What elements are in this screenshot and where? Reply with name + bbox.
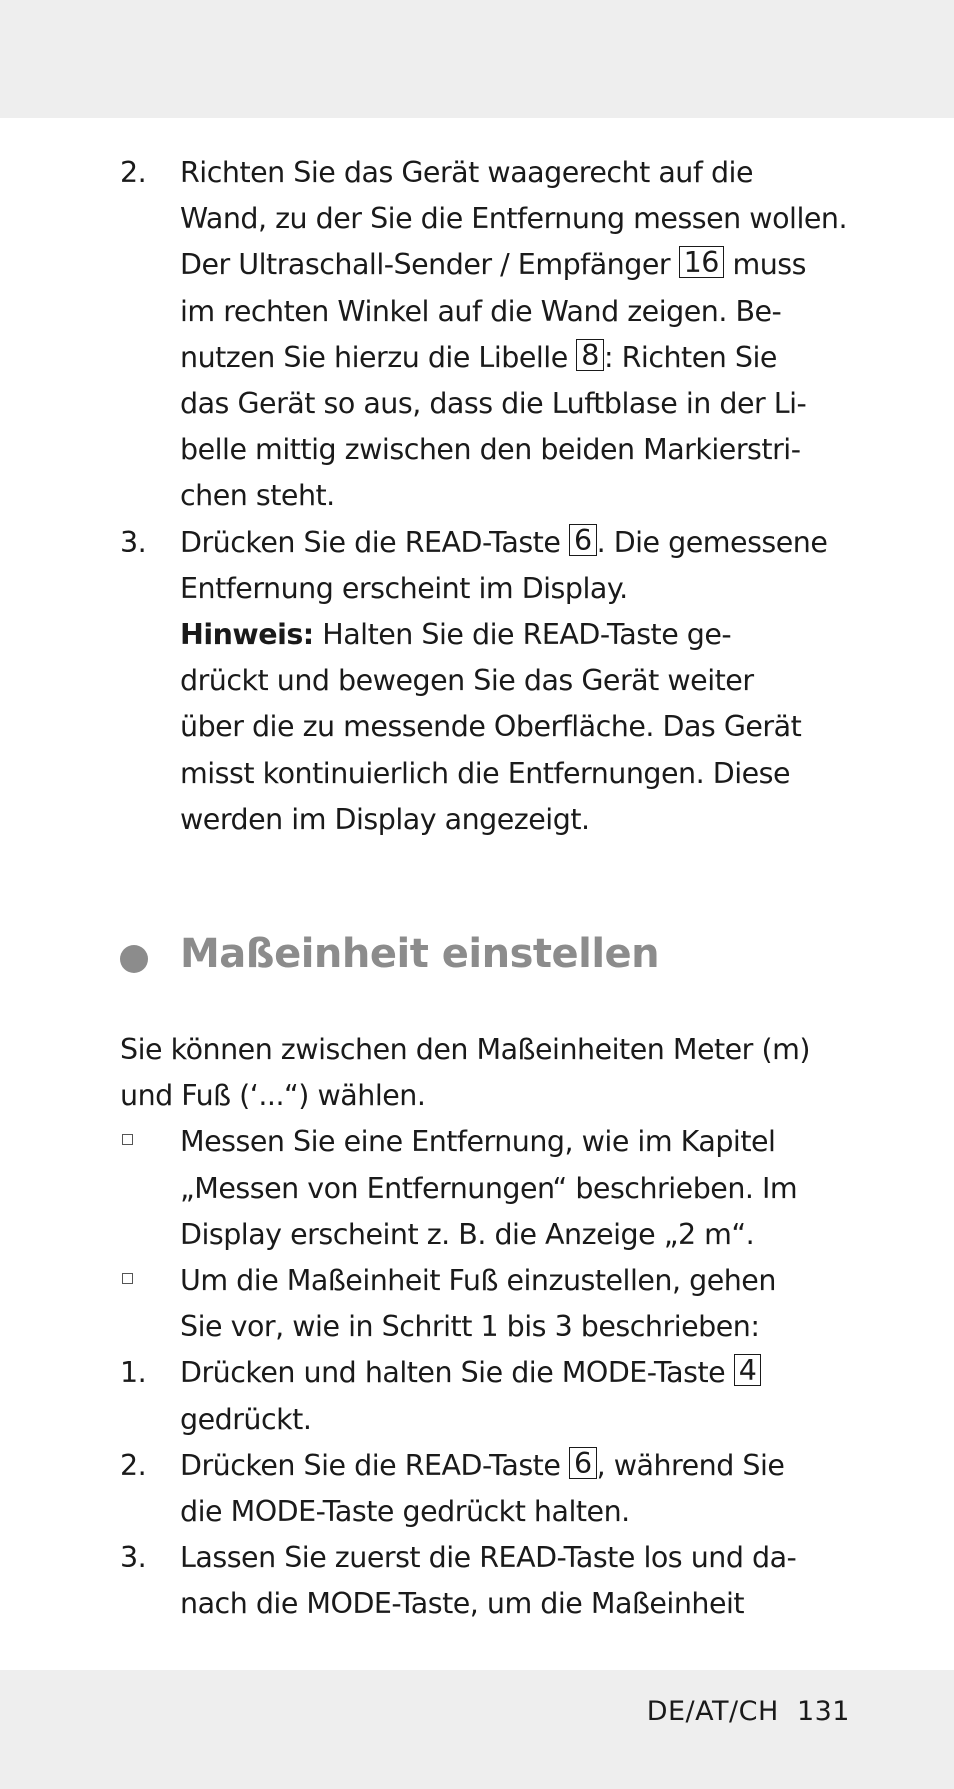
text-segment: misst kontinuierlich die Entfernungen. Diese [180,756,791,790]
checkbox-square-icon [122,1134,133,1145]
intro-line: und Fuß (‘...“) wählen. [120,1079,426,1113]
text-segment: Wand, zu der Sie die Entfernung messen wollen. [180,202,848,236]
checkbox-square-icon [122,1273,133,1284]
steps-list-unit [120,1350,840,1627]
step-number: 2. [120,1448,147,1482]
text-segment: „Messen von Entfernungen“ beschrieben. Im [180,1171,798,1205]
text-segment: werden im Display angezeigt. [180,802,590,836]
part-reference-box: 16 [679,246,724,278]
text-segment: Drücken Sie die READ-Taste [180,525,569,559]
text-segment: Entfernung erscheint im Display. [180,571,628,605]
section-bullet-icon [120,945,148,973]
part-reference-box: 8 [576,339,604,371]
text-line [180,751,840,797]
text-line [180,520,840,566]
text-line [180,242,840,288]
text-line [180,566,840,612]
steps-list-measure [120,150,848,843]
text-line [180,1304,840,1350]
text-line [180,150,840,196]
text-line [180,704,840,750]
text-segment: : Richten Sie [603,340,777,374]
text-line [180,335,840,381]
part-reference-box: 6 [569,1447,597,1479]
text-segment: nach die MODE-Taste, um die Maßeinheit [180,1587,745,1621]
text-segment: nutzen Sie hierzu die Libelle [180,340,577,374]
bullet-item [120,1119,840,1258]
bullet-list [120,1119,840,1350]
text-line [180,427,840,473]
numbered-step [120,1535,840,1627]
text-line [180,196,848,242]
text-segment: . Die gemessene [596,525,828,559]
text-segment: muss [723,248,806,282]
page-number: 131 [796,1696,850,1727]
text-line [180,1489,840,1535]
text-segment: die MODE-Taste gedrückt halten. [180,1495,630,1529]
text-segment: Richten Sie das Gerät waagerecht auf die [180,156,754,189]
text-segment: über die zu messende Oberfläche. Das Gerät [180,710,802,744]
text-segment: Messen Sie eine Entfernung, wie im Kapitel [180,1125,776,1159]
text-segment: Der Ultraschall-Sender / Empfänger [180,248,679,282]
text-segment: chen steht. [180,479,335,513]
text-line [180,797,840,843]
text-segment: das Gerät so aus, dass die Luftblase in der Li- [180,387,807,421]
part-reference-box: 4 [734,1354,762,1386]
footer-locale: DE/AT/CH [646,1696,779,1727]
text-segment: Drücken und halten Sie die MODE-Taste [180,1356,734,1390]
text-line [180,473,840,519]
intro-line: Sie können zwischen den Maßeinheiten Meter (m) [120,1033,810,1067]
part-reference-box: 6 [569,524,597,556]
step-number: 3. [120,1541,147,1575]
step-number: 2. [120,156,147,189]
numbered-step [120,1443,840,1535]
text-line [180,612,840,658]
text-line [180,1535,840,1581]
numbered-step [120,150,848,520]
numbered-step [120,1350,840,1442]
text-line [180,1581,840,1627]
text-segment: belle mittig zwischen den beiden Markierstri- [180,433,801,467]
text-segment: Lassen Sie zuerst die READ-Taste los und da- [180,1541,797,1575]
text-line [180,381,840,427]
text-line [180,1397,840,1443]
text-segment: Display erscheint z. B. die Anzeige „2 m“. [180,1217,755,1251]
text-segment: , während Sie [596,1448,785,1482]
section-heading [120,931,840,981]
page-content [120,150,848,1628]
header-band [0,0,954,118]
intro-paragraph [120,1027,840,1119]
page-footer [647,1696,850,1727]
text-line [180,1119,840,1165]
text-line [180,658,840,704]
text-segment: gedrückt. [180,1402,312,1436]
text-segment: Halten Sie die READ-Taste ge- [313,618,732,652]
section-title: Maßeinheit einstellen [180,931,660,978]
footer-band [0,1670,954,1789]
text-segment: Sie vor, wie in Schritt 1 bis 3 beschrieben: [180,1310,760,1344]
text-line [180,1443,840,1489]
step-number: 3. [120,525,147,559]
text-line [180,1166,840,1212]
text-line [180,1258,840,1304]
bullet-item [120,1258,840,1350]
numbered-step [120,520,840,843]
note-label: Hinweis: [180,618,314,652]
text-segment: im rechten Winkel auf die Wand zeigen. Be- [180,294,782,328]
text-line [180,1350,840,1396]
step-number: 1. [120,1356,147,1390]
text-segment: drückt und bewegen Sie das Gerät weiter [180,664,754,698]
text-segment: Drücken Sie die READ-Taste [180,1448,569,1482]
text-line [180,1212,840,1258]
text-segment: Um die Maßeinheit Fuß einzustellen, gehen [180,1264,776,1298]
text-line [180,289,840,335]
